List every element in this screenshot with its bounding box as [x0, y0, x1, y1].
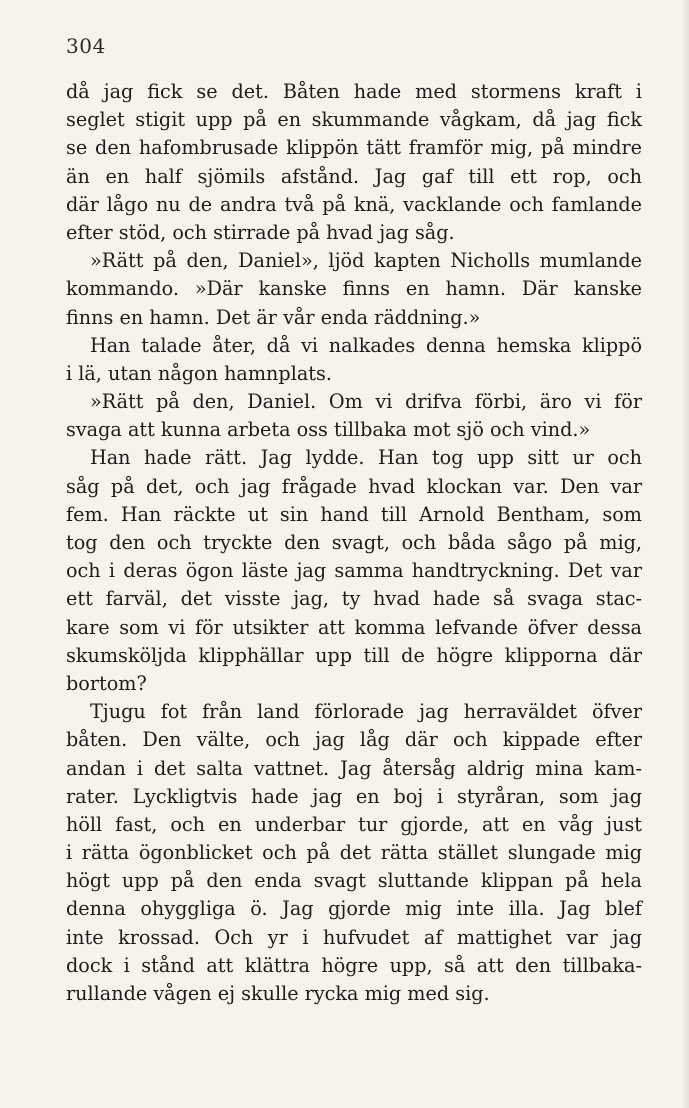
text-line: såg på det, och jag frågade hvad klockan var. Den var: [66, 474, 642, 498]
page-number: 304: [66, 34, 106, 58]
text-line: där lågo nu de andra två på knä, vacklande och famlande: [66, 192, 642, 216]
text-line: efter stöd, och stirrade på hvad jag såg.: [66, 220, 455, 244]
text-line: »Rätt på den, Daniel», ljöd kapten Nicholls mumlande: [90, 249, 642, 273]
body-text: [66, 78, 642, 1008]
text-line: i rätta ögonblicket och på det rätta stället slungade mig: [66, 841, 642, 865]
text-line: rullande vågen ej skulle rycka mig med sig.: [66, 982, 490, 1005]
text-line: tog den och tryckte den svagt, och båda sågo på mig,: [66, 531, 642, 554]
text-line: högt upp på den enda svagt sluttande klippan på hela: [66, 869, 642, 893]
text-line: rater. Lyckligtvis hade jag en boj i styråran, som jag: [66, 784, 642, 808]
text-line: fem. Han räckte ut sin hand till Arnold Bentham, som: [66, 502, 642, 526]
text-line: då jag fick se det. Båten hade med stormens kraft i: [66, 80, 642, 103]
text-line: bortom?: [66, 671, 147, 695]
text-line: ett farväl, det visste jag, ty hvad hade så svaga stac-: [66, 587, 642, 611]
text-line: Tjugu fot från land förlorade jag herraväldet öfver: [90, 700, 642, 724]
text-line: inte krossad. Och yr i hufvudet af mattighet var jag: [66, 925, 642, 949]
text-line: Han hade rätt. Jag lydde. Han tog upp sitt ur och: [90, 446, 642, 470]
text-line: Han talade åter, då vi nalkades denna hemska klippö: [90, 333, 642, 357]
text-line: andan i det salta vattnet. Jag återsåg aldrig mina kam-: [66, 756, 642, 780]
text-line: seglet stigit upp på en skummande vågkam, då jag fick: [66, 108, 642, 132]
text-line: dock i stånd att klättra högre upp, så att den tillbaka-: [66, 953, 642, 977]
text-line: båten. Den välte, och jag låg där och kippade efter: [66, 728, 642, 752]
page-edge-shadow: [681, 0, 689, 1108]
text-line: kommando. »Där kanske finns en hamn. Där kanske: [66, 277, 642, 301]
text-line: kare som vi för utsikter att komma lefvande öfver dessa: [66, 615, 642, 639]
text-line: än en half sjömils afstånd. Jag gaf till ett rop, och: [66, 164, 642, 188]
text-line: denna ohyggliga ö. Jag gjorde mig inte illa. Jag blef: [66, 897, 642, 921]
text-line: svaga att kunna arbeta oss tillbaka mot sjö och vind.»: [66, 418, 591, 442]
text-line: se den hafombrusade klippön tätt framför mig, på mindre: [66, 136, 642, 160]
text-line: skumsköljda klipphällar upp till de högre klipporna där: [66, 643, 642, 667]
text-line: i lä, utan någon hamnplats.: [66, 361, 332, 385]
text-line: »Rätt på den, Daniel. Om vi drifva förbi, äro vi för: [90, 390, 642, 414]
text-line: finns en hamn. Det är vår enda räddning.»: [66, 305, 481, 329]
text-line: höll fast, och en underbar tur gjorde, att en våg just: [66, 812, 642, 836]
text-line: och i deras ögon läste jag samma handtryckning. Det var: [66, 559, 642, 583]
